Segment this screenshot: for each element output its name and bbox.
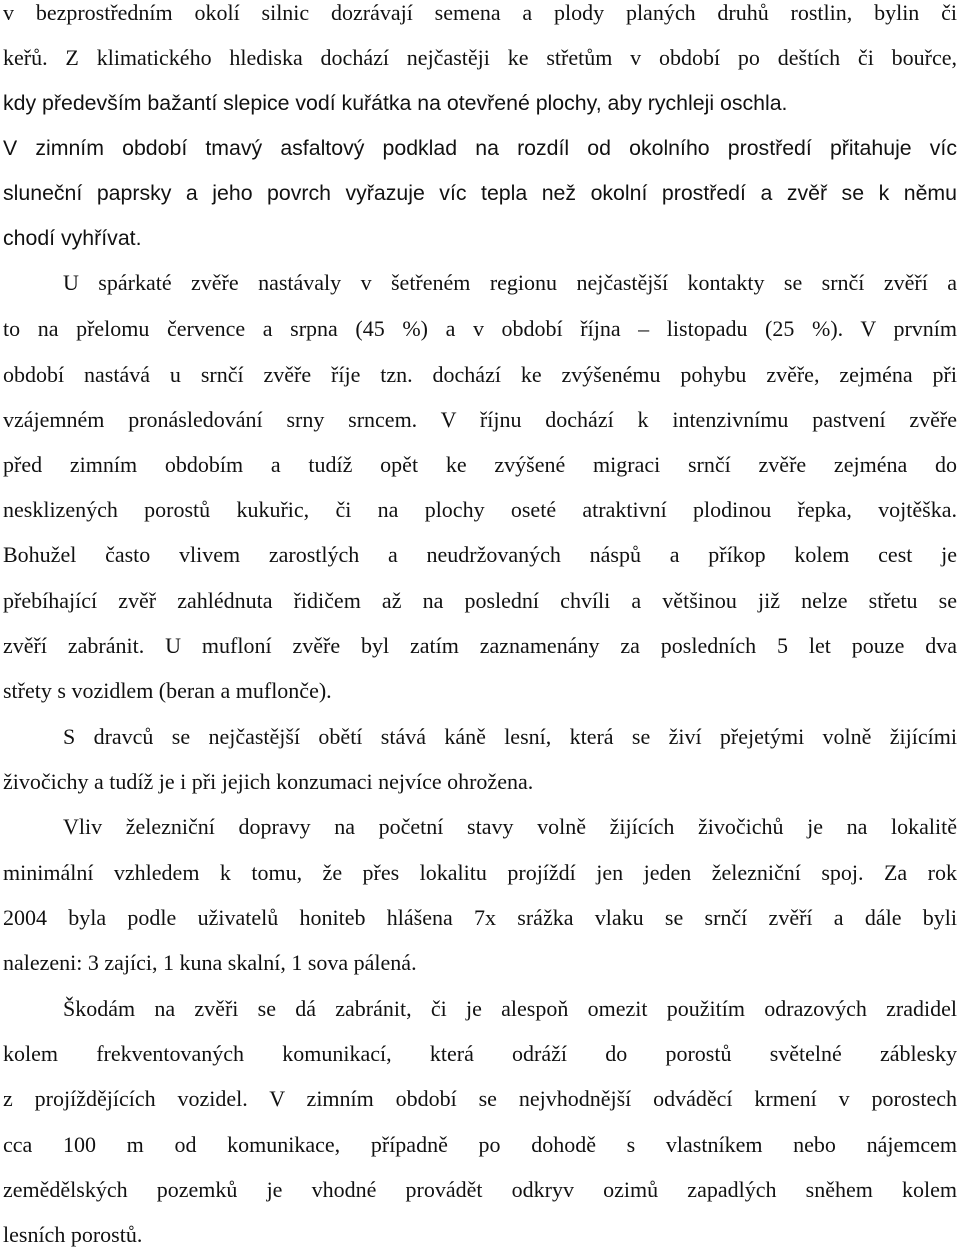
text-line: sluneční paprsky a jeho povrch vyřazuje víc tepla než okolní prostředí a zvěř se k němu [3,181,957,205]
paragraph-start-line: Vliv železniční dopravy na početní stavy volně žijících živočichů je na lokalitě [63,814,957,839]
text-line: přebíhající zvěř zahlédnuta řidičem až na poslední chvíli a většinou již nelze střetu se [3,588,957,613]
text-line: keřů. Z klimatického hlediska dochází nejčastěji ke střetům v období po deštích či bouřce, [3,45,957,70]
text-line: kdy především bažantí slepice vodí kuřátka na otevřené plochy, aby rychleji oschla. [3,91,788,115]
text-line: v bezprostředním okolí silnic dozrávají semena a plody planých druhů rostlin, bylin či [3,0,957,25]
text-line: před zimním obdobím a tudíž opět ke zvýšené migraci srnčí zvěře zejména do [3,452,957,477]
text-line: cca 100 m od komunikace, případně po dohodě s vlastníkem nebo nájemcem [3,1132,957,1157]
text-line: chodí vyhřívat. [3,226,142,250]
text-line: živočichy a tudíž je i při jejich konzumaci nejvíce ohrožena. [3,769,534,794]
text-line: 2004 byla podle uživatelů honiteb hlášena 7x srážka vlaku se srnčí zvěří a dále byli [3,905,957,930]
paragraph-start-line: U spárkaté zvěře nastávaly v šetřeném regionu nejčastější kontakty se srnčí zvěří a [63,270,957,295]
text-line: V zimním období tmavý asfaltový podklad na rozdíl od okolního prostředí přitahuje víc [3,136,957,160]
paragraph-start-line: Škodám na zvěři se dá zabránit, či je alespoň omezit použitím odrazových zradidel [63,996,957,1021]
text-line: nalezeni: 3 zajíci, 1 kuna skalní, 1 sova pálená. [3,950,417,975]
text-line: minimální vzhledem k tomu, že přes lokalitu projíždí jen jeden železniční spoj. Za rok [3,860,957,885]
text-line: zemědělských pozemků je vhodné provádět odkryv ozimů zapadlých sněhem kolem [3,1177,957,1202]
text-line: vzájemném pronásledování srny srncem. V říjnu dochází k intenzivnímu pastvení zvěře [3,407,957,432]
text-line: střety s vozidlem (beran a muflonče). [3,678,332,703]
text-line: z projíždějících vozidel. V zimním období se nejvhodnější odváděcí krmení v porostech [3,1086,957,1111]
text-line: lesních porostů. [3,1222,143,1247]
text-line: Bohužel často vlivem zarostlých a neudržovaných náspů a příkop kolem cest je [3,542,957,567]
text-line: zvěří zabránit. U mufloní zvěře byl zatím zaznamenány za posledních 5 let pouze dva [3,633,957,658]
text-line: nesklizených porostů kukuřic, či na plochy oseté atraktivní plodinou řepka, vojtěška. [3,497,957,522]
text-line: to na přelomu července a srpna (45 %) a v období října – listopadu (25 %). V prvním [3,316,957,341]
text-line: kolem frekventovaných komunikací, která odráží do porostů světelné záblesky [3,1041,957,1066]
text-line: období nastává u srnčí zvěře říje tzn. dochází ke zvýšenému pohybu zvěře, zejména při [3,362,957,387]
paragraph-start-line: S dravců se nejčastější obětí stává káně lesní, která se živí přejetými volně žijícími [63,724,957,749]
